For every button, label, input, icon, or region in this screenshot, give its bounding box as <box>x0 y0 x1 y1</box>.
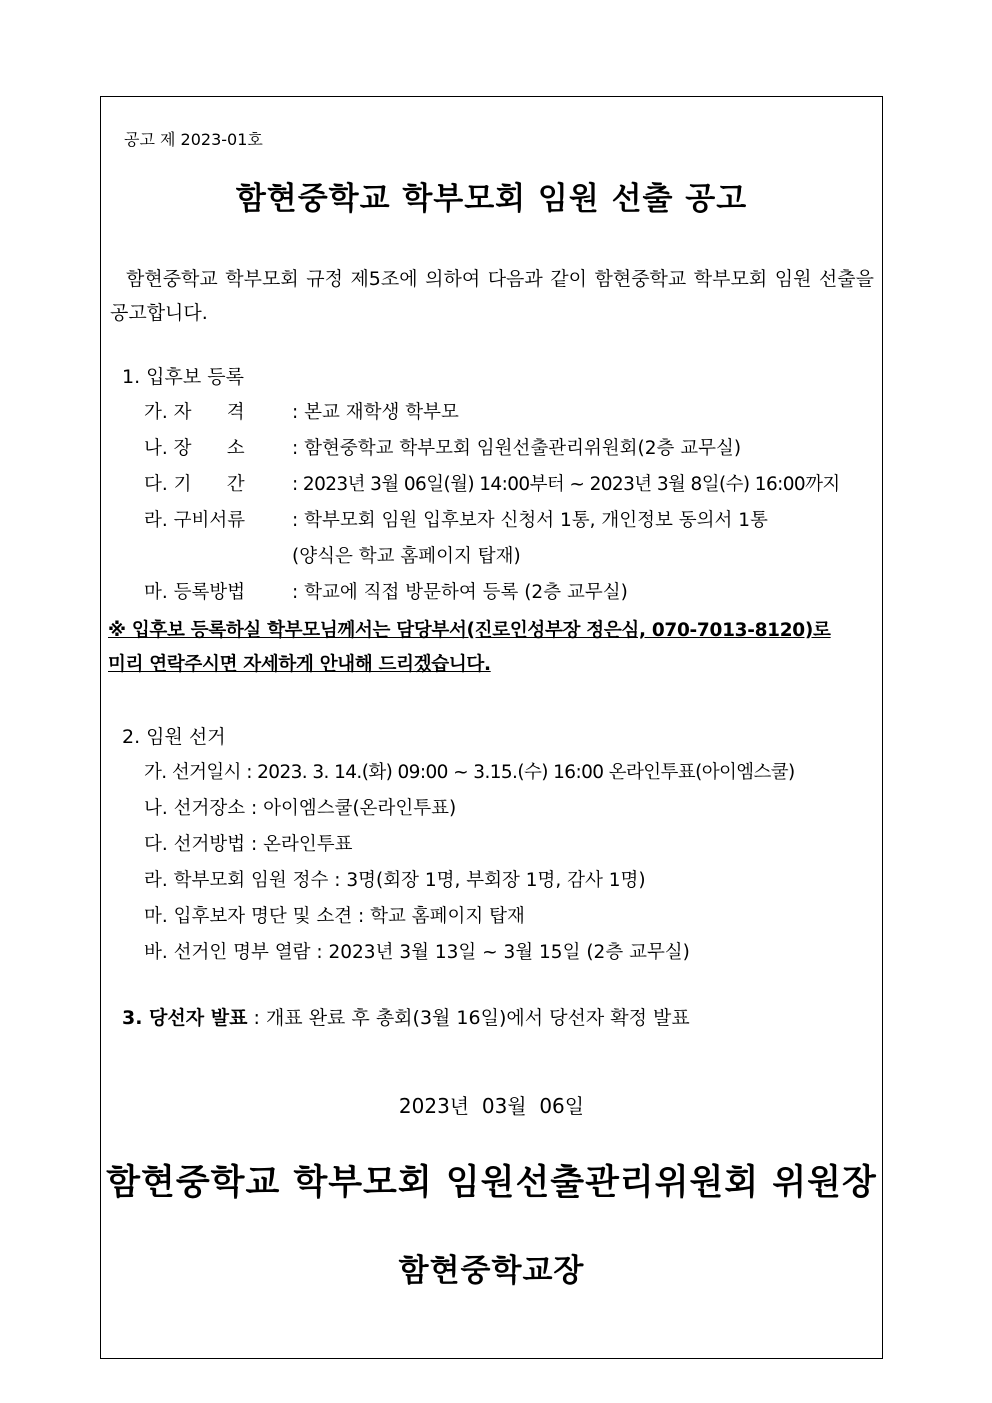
s1-item-method <box>144 578 628 604</box>
section-3 <box>122 1003 690 1030</box>
item-label: 가. 자 격 <box>144 402 245 423</box>
s2-item-date: 가. 선거일시 : 2023. 3. 14.(화) 09:00 ~ 3.15.(수) 16:00 온라인투표(아이엠스쿨) <box>144 762 795 783</box>
s1-item-qualification <box>144 398 459 424</box>
s2-item-candidates: 마. 입후보자 명단 및 소견 : 학교 홈페이지 탑재 <box>144 906 525 927</box>
item-label: 마. 등록방법 <box>144 582 246 603</box>
notice-number: 공고 제 2023-01호 <box>124 130 263 149</box>
item-value: (양식은 학교 홈페이지 탑재) <box>292 546 521 567</box>
s1-item-place <box>144 434 741 460</box>
section-2-heading: 2. 임원 선거 <box>122 726 226 748</box>
s2-item-voter-list: 바. 선거인 명부 열람 : 2023년 3월 13일 ~ 3월 15일 (2층 교무실) <box>144 942 690 963</box>
item-value: : 학교에 직접 방문하여 등록 (2층 교무실) <box>292 582 628 603</box>
s1-item-documents-note <box>144 542 521 568</box>
registration-notice-line-2: 미리 연락주시면 자세하게 안내해 드리겠습니다. <box>108 654 491 675</box>
registration-notice-line-1: ※ 입후보 등록하실 학부모님께서는 담당부서(진로인성부장 정은심, 070-7013-8120)로 <box>108 620 831 641</box>
s2-item-place: 나. 선거장소 : 아이엠스쿨(온라인투표) <box>144 798 457 819</box>
document-title: 함현중학교 학부모회 임원 선출 공고 <box>235 181 748 217</box>
item-value: : 2023년 3월 06일(월) 14:00부터 ~ 2023년 3월 8일(수) 16:00까지 <box>292 474 840 495</box>
section-3-value: : 개표 완료 후 총회(3월 16일)에서 당선자 확정 발표 <box>253 1007 690 1029</box>
signature-committee-chair: 함현중학교 학부모회 임원선출관리위원회 위원장 <box>106 1163 877 1203</box>
item-label: 나. 장 소 <box>144 438 245 459</box>
intro-paragraph: 함현중학교 학부모회 규정 제5조에 의하여 다음과 같이 함현중학교 학부모회 임원 선출을 공고합니다. <box>110 268 874 324</box>
section-3-heading: 3. 당선자 발표 <box>122 1007 248 1029</box>
item-label: 다. 기 간 <box>144 474 245 495</box>
s1-item-documents <box>144 506 768 532</box>
item-label: 라. 구비서류 <box>144 510 246 531</box>
s2-item-seats: 라. 학부모회 임원 정수 : 3명(회장 1명, 부회장 1명, 감사 1명) <box>144 870 646 891</box>
item-value: : 함현중학교 학부모회 임원선출관리위원회(2층 교무실) <box>292 438 742 459</box>
item-value: : 학부모회 임원 입후보자 신청서 1통, 개인정보 동의서 1통 <box>292 510 768 531</box>
s1-item-period <box>144 470 840 496</box>
s2-item-method: 다. 선거방법 : 온라인투표 <box>144 834 353 855</box>
item-value: : 본교 재학생 학부모 <box>292 402 459 423</box>
signature-principal: 함현중학교장 <box>398 1253 585 1289</box>
notice-date: 2023년 03월 06일 <box>398 1094 585 1118</box>
section-1-heading: 1. 입후보 등록 <box>122 366 244 388</box>
